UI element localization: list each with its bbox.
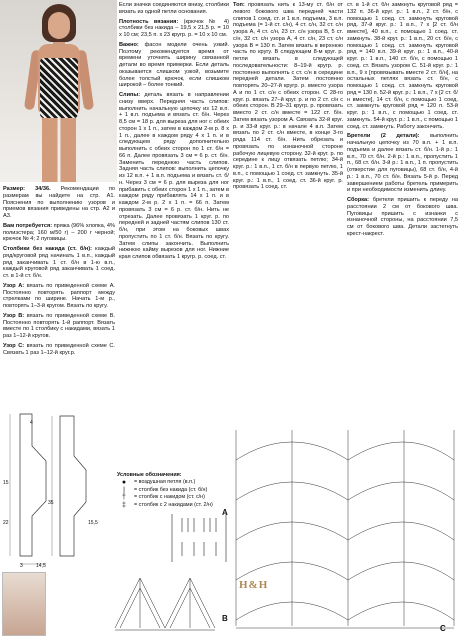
paragraph-label: Топ: [233, 2, 245, 8]
legend-row [117, 494, 227, 501]
paragraph-text: деталь вязать в направлении снизу вверх. Передняя часть слипов: выполнить начальную цепочку из 12 в.п. + 1 в.п. подъема и вязать ст. б/н. Через 8,5 см = 18 р. для выреза для ног с обеих сторон 1 х 1 п., затем в каждом 2-м р. 8 х 1 п., далее в каждом ряду 4 х 1 п. и в следующем ряду дополнительно выполнить с обеих сторон по 1 ст. б/н = 66 п. Далее провязать 3 см = 6 р. ст. б/н. Заменить переднюю часть слипов. Задняя часть слипов: выполнить цепочку из 12 в.п. + 1 в.п. подъема и вязать ст. б/н. Через 3 см = 6 р. для выреза для ног прибавить с обеих сторон 1 х 1 п., затем в каждом ряду прибавлять 14 х 1 п. и в каждом 2-м р. 2 х 1 п. = 66 п. Затем провязать 3 см = 6 р. ст. б/н. Нить не отрезать. Далее провязать 1 круг. р. по передней и задней частям слипов 130 ст. б/н, при этом на боковых швах пропустить по 1 ст. б/н. Вязать по кругу. Затем слипы закончить. Выполнить нижнюю кайму вырезов для ног. Нижние края слипов обвязать 1 кругр. р. соед. ст. [119, 92, 229, 260]
paragraph-label: Узор С: [3, 342, 25, 349]
legend-text: = воздушная петля (в.п.) [134, 479, 196, 486]
paragraph-text: ст. в 1-й ст. б/н замкнуть круговой ряд = 132 п. 36-й круг. р.: 1 в.п., 2 ст. б/н, с помощью 1 соед. ст. замкнуть круговой ряд. 37-й круг. р.: 1 в.п., 7 х [2 ст. б/н вместе], 40 в.п., с помощью 1 соед. ст. замкнуть. 38-й круг. р.: 1 в.п., 20 ст. б/н, с помощью 1 соед. ст. замкнуть круговой ряд = 140 в.п. 39-й круг. р.: 1 в.п., 40-й круг. р.: 1 в.п., 140 ст. б/н, с помощью 1 соед. ст. Вязать узором С. 51-й круг. р.: 1 в.п., 9 х [провязывать вместе 2 ст. б/н], на остальных петлях вязать ст. б/н, с помощью 1 соед. ст. замкнуть круговой ряд = 130 п. 52-й круг. р.: 1 в.п., 7 х [2 ст. б/н вместе], 14 ст. б/н, с помощью 1 соед. ст. замкнуть круговой ряд = 120 п. 53-й круг. р.: 1 в.п., с помощью 1 соед. ст. замкнуть. 54-й круг. р.: 1 в.п., с помощью 1 соед. ст. замкнуть. Работу закончить. [347, 2, 458, 130]
paragraph-important [119, 42, 229, 89]
symbol-legend [117, 472, 227, 509]
column-3 [233, 2, 343, 417]
garment-schematic [2, 406, 114, 574]
paragraph-top [233, 2, 343, 191]
paragraph-patB [3, 313, 115, 340]
paragraph-label: Бретели (2 детали): [347, 133, 420, 140]
paragraph-slips [119, 92, 229, 261]
model-photo [0, 0, 117, 182]
paragraph-label: Узор А: [3, 282, 25, 289]
paragraph-patC [3, 343, 115, 357]
paragraph-label: Сборка: [347, 197, 370, 203]
column-1 [3, 186, 115, 401]
paragraph-label: Плотность вязания: [119, 18, 179, 25]
chart-c-label: C [440, 624, 446, 633]
dim-label: 15 [3, 480, 9, 486]
paragraph-c4a [347, 2, 458, 130]
paragraph-text: Рекомендации по размерам вы найдете на стр. А1. Пояснения по выполнению узоров и приемов вязания приведены на стр. А2 и А3. [3, 186, 115, 219]
dim-label: 35 [48, 500, 54, 506]
paragraph-label: Вам потребуется: [3, 222, 53, 229]
chart-b [110, 568, 220, 636]
dim-label: 14,5 [36, 563, 46, 569]
legend-text: = столбик с накидом (ст. с/н) [134, 494, 205, 501]
paragraph-label: Размер: 34/36. [3, 186, 51, 192]
paragraph-text: (крючок № 4) столбики без накида – 19,5 х 21,5 р. = 10 х 10 см; 23,5 п. х 23 кругр. р. = 10 х 10 см. [119, 18, 229, 38]
legend-title: Условные обозначения: [117, 472, 182, 478]
legend-row [117, 487, 227, 494]
paragraph-label: Важно: [119, 41, 139, 48]
publisher-logo: H&H [239, 579, 269, 591]
paragraph-yarn [3, 223, 115, 243]
column-4 [347, 2, 458, 417]
paragraph-dc [3, 246, 115, 280]
chart-c [232, 420, 458, 636]
dim-label: 4 [30, 420, 33, 426]
paragraph-text: вязать по приведенной схеме В. Постоянно повторять 1-й раппорт. Вязать вместе по 1 столбику с накидами, вязать 1 раз 1–12-й кругов. [3, 312, 115, 339]
paragraph-assembly [347, 197, 458, 238]
swimsuit [40, 58, 78, 118]
paragraph-text: фасон модели очень узкий. Поэтому рекомендуется время от времени уточнять ширину связанной детали во время примерки. Если деталь оказывается слишком узкой, возьмите более толстый крючок, если слишком широкой – более тонкий. [119, 41, 229, 89]
paragraph-text: каждый ряд/круговой ряд начинать 1 в.п., каждый ряд заканчивать 1 ст. б/н в 1-ю в.п., каждый круговой ряд заканчивать 1 соед. ст. в 1-й ст. б/н. [3, 246, 115, 279]
column-2 [119, 2, 229, 468]
paragraph-label: Столбики без накида (ст. б/н): [3, 246, 92, 252]
paragraph-straps [347, 133, 458, 194]
legend-text: = столбик с 2 накидами (ст. 2/н) [134, 501, 213, 508]
paragraph-c2a [119, 2, 229, 16]
chart-a-label: A [222, 508, 228, 517]
paragraph-size [3, 186, 115, 220]
legend-text: = столбик без накида (ст. б/н) [134, 486, 208, 493]
paragraph-density [119, 19, 229, 39]
paragraph-text: Если значки соединяются внизу, столбики вязать из одной петли основания. [119, 2, 229, 15]
paragraph-text: провязать нить к 13-му ст. б/н от левого бокового шва передней части слипов 1 соед. ст. и 1 в.п. подъема, 3 в.п. подъема (= 1-й ст. с/н), 4 ст. с/н, 32 ст. с/н узора А, 4 ст. с/н, 23 ст. с/н узора В, 5 ст. с/н, 32 ст. с/н узора А, 4 ст. с/н, 23 ст. с/н узора В = 130 п. Затем вязать в верхнюю часть по кругу. В следующем 8-м круг. р. петли вязать в следующей последовательности: 8–19-й кругр. р. постоянно выполнять с ст. с/н в середине передней детали. Затем постоянно повторять 20–27-й кругр. р. вместо узора А и по 1 ст. с/н с обеих сторон. С 28-го круг. р. вязать 27–й круг. р. и по 2 ст. с/н с обеих сторон. В 29–31 кругр. р. провязать вместо 2 ст. с/н вместе = 122 ст. б/н. Затем вязать узором А. Связать 32-й круг. р. и 33-й круг. р.: в начале 4 в.п. Затем вязать по 2 ст. с/н вместе, в конце 3-го ряда 114 ст. б/н. Нить обрезать и провязать по изнаночной стороне рабочую лицевую сторону. 32-й круг. р. по середине к лицу отвязать петлю; 34-й круг. р.: 1 в.п., 1 ст. б/н в первую петлю, 1 в.п., с помощью 1 соед. ст. замкнуть. 35-й круг. р.: 1 в.п., 1 соед. ст. 36-й круг. р. провязать 1 соед. ст. [233, 2, 343, 191]
paragraph-label: Узор В: [3, 312, 25, 319]
paragraph-text: пряжа (96% хлопка, 4% полиэстера; 160 м/50 г) – 200 г черной; крючок № 4; 2 пуговицы. [3, 222, 115, 243]
stitch-symbol-icon: † [122, 494, 126, 502]
paragraph-patA [3, 283, 115, 310]
paragraph-text: выполнить начальную цепочку из 70 в.п. + 1 в.п. подъема и далее вязать ст. б/н. 1-й р.: 1 в.п., 70 ст. б/н. 2-й р.: 1 в.п., пропустить 1 п., 68 ст. б/н. 3-й р.: 1 в.п., 1 п. пропустить (отверстие для пуговицы), 68 ст. б/н, 4-й р.: 1 в.п., 70 ст. б/н. Вязать 5-й р. Перед завершением работы бретель примерить и при необходимости изменить длину. [347, 133, 458, 194]
stitch-symbol-icon: | [123, 486, 125, 494]
paragraph-text: вязать по приведенной схеме А. Постоянно повторять раппорт между стрелками по ширине. Начать 1-м р., повторять 1–3-й кругом. Вязать по кругу. [3, 282, 115, 309]
chart-a-small [168, 508, 230, 568]
chart-b-label: B [222, 614, 228, 623]
swatch-photo [2, 572, 46, 636]
paragraph-label: Слипы: [119, 92, 141, 98]
stitch-symbol-icon: ‡ [122, 501, 126, 509]
dim-label: 3 [20, 563, 23, 569]
legend-row [117, 479, 227, 486]
dim-label: 22 [3, 520, 9, 526]
paragraph-text: бретели пришить к переду на расстоянии 2 см от бокового шва. Пуговицы пришить с изнанки с изнаночной стороны, на расстоянии 7,5 см от бокового шва. Детали застегнуть крест-накрест. [347, 197, 458, 237]
dim-label: 15,5 [88, 520, 98, 526]
stitch-symbol-icon: ● [121, 479, 127, 487]
paragraph-text: вязать по приведенной схеме С. Связать 1 раз 1–12-й круг.р. [3, 342, 115, 356]
